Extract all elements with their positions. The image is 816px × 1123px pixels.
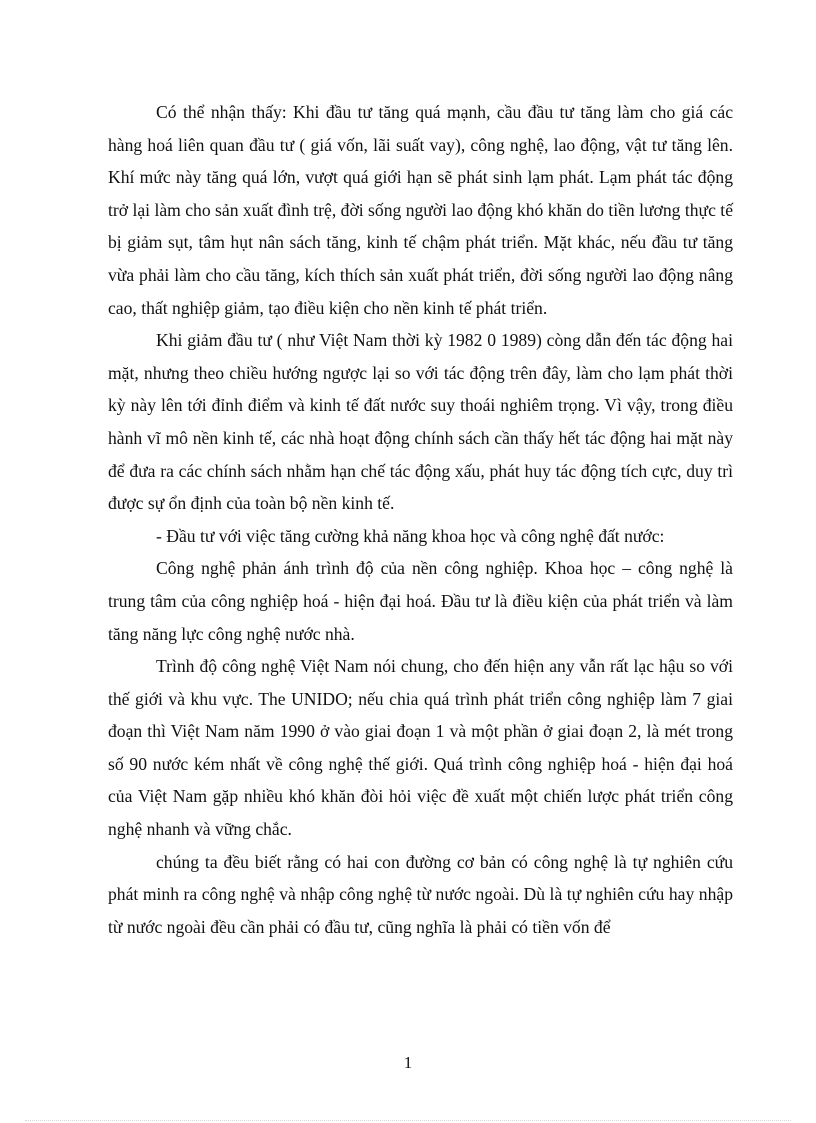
paragraph-investment-inflation: Có thể nhận thấy: Khi đầu tư tăng quá mạnh, cầu đầu tư tăng làm cho giá các hàng hoá liên quan đầu tư ( giá vốn, lãi suất vay), công nghệ, lao động, vật tư tăng lên. Khí mức này tăng quá lớn, vượt quá giới hạn sẽ phát sinh lạm phát. Lạm phát tác động trở lại làm cho sản xuất đình trệ, đời sống người lao động khó khăn do tiền lương thực tế bị giảm sụt, tâm hụt nân sách tăng, kinh tế chậm phát triển. Mặt khác, nếu đầu tư tăng vừa phải làm cho cầu tăng, kích thích sản xuất phát triển, đời sống người lao động nâng cao, thất nghiệp giảm, tạo điều kiện cho nền kinh tế phát triển. — [108, 102, 733, 318]
page-number: 1 — [403, 1053, 413, 1072]
page-bottom-divider — [25, 1120, 791, 1121]
paragraph-science-technology-heading: - Đầu tư với việc tăng cường khả năng khoa học và công nghệ đất nước: — [156, 525, 665, 546]
paragraph-technology-role: Công nghệ phản ánh trình độ của nền công nghiệp. Khoa học – công nghệ là trung tâm của công nghiệp hoá - hiện đại hoá. Đầu tư là điều kiện của phát triển và làm tăng năng lực công nghệ nước nhà. — [108, 558, 733, 644]
paragraph-technology-level: Trình độ công nghệ Việt Nam nói chung, cho đến hiện any vẫn rất lạc hậu so với thế giới và khu vực. The UNIDO; nếu chia quá trình phát triển công nghiệp làm 7 giai đoạn thì Việt Nam năm 1990 ở vào giai đoạn 1 và một phần ở giai đoạn 2, là mét trong số 90 nước kém nhất về công nghệ thế giới. Quá trình công nghiệp hoá - hiện đại hoá của Việt Nam gặp nhiều khó khăn đòi hỏi việc đề xuất một chiến lược phát triển công nghệ nhanh và vững chắc. — [108, 656, 733, 840]
paragraph-reduced-investment: Khi giảm đầu tư ( như Việt Nam thời kỳ 1982 0 1989) còng dẫn đến tác động hai mặt, nhưng theo chiều hướng ngược lại so với tác động trên đây, làm cho lạm phát thời kỳ này lên tới đỉnh điểm và kinh tế đất nước suy thoái nghiêm trọng. Vì vậy, trong điều hành vĩ mô nền kinh tế, các nhà hoạt động chính sách cần thấy hết tác động hai mặt này để đưa ra các chính sách nhằm hạn chế tác động xấu, phát huy tác động tích cực, duy trì được sự ổn định của toàn bộ nền kinh tế. — [108, 330, 733, 514]
paragraph-technology-paths: chúng ta đều biết rằng có hai con đường cơ bản có công nghệ là tự nghiên cứu phát minh ra công nghệ và nhập công nghệ từ nước ngoài. Dù là tự nghiên cứu hay nhập từ nước ngoài đều cần phải có đầu tư, cũng nghĩa là phải có tiền vốn để — [108, 851, 733, 937]
body-text — [108, 96, 733, 943]
